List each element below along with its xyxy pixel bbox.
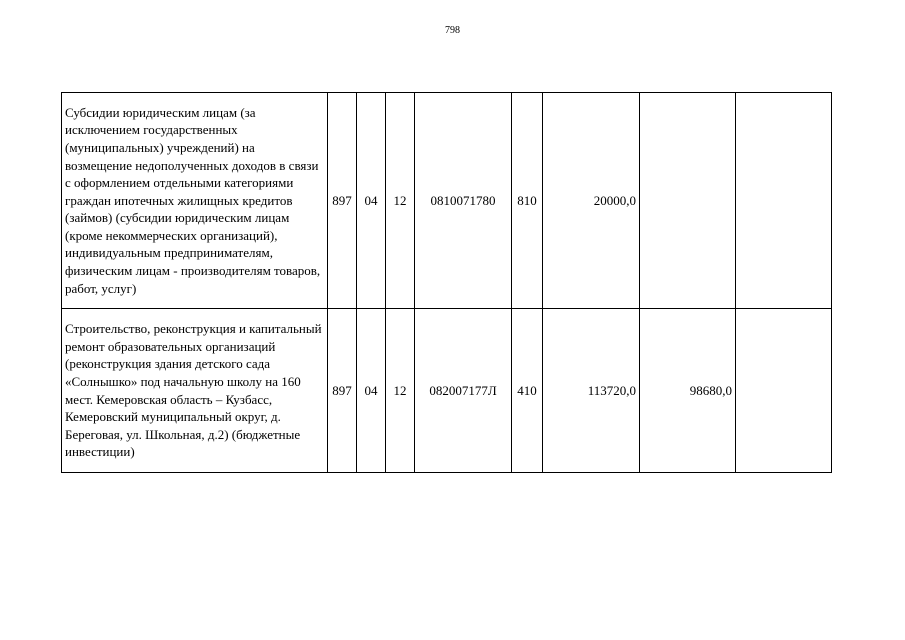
amount-year-3 [736, 93, 832, 309]
amount-year-1: 20000,0 [543, 93, 640, 309]
table-row [62, 309, 832, 473]
section-code: 04 [357, 93, 386, 309]
section-code: 04 [357, 309, 386, 473]
expense-type-code: 810 [512, 93, 543, 309]
row-description: Субсидии юридическим лицам (за исключением государственных (муниципальных) учреждений) на возмещение недополученных доходов в связи с оформлением отдельными категориями граждан ипотечных жилищных кредитов (займов) (субсидии юридическим лицам (кроме некоммерческих организаций), индивидуальным предпринимателям, физическим лицам - производителям товаров, работ, услуг) [62, 93, 328, 309]
subsection-code: 12 [386, 309, 415, 473]
expense-type-code: 410 [512, 309, 543, 473]
amount-year-2 [640, 93, 736, 309]
target-article-code: 0810071780 [415, 93, 512, 309]
row-description: Строительство, реконструкция и капитальный ремонт образовательных организаций (реконструкция здания детского сада «Солнышко» под начальную школу на 160 мест. Кемеровская область – Кузбасс, Кемеровский муниципальный округ, д. Береговая, ул. Школьная, д.2) (бюджетные инвестиции) [62, 309, 328, 473]
subsection-code: 12 [386, 93, 415, 309]
amount-year-1: 113720,0 [543, 309, 640, 473]
ministry-code: 897 [328, 93, 357, 309]
page-number: 798 [445, 25, 460, 36]
budget-table [61, 92, 832, 473]
amount-year-3 [736, 309, 832, 473]
target-article-code: 082007177Л [415, 309, 512, 473]
ministry-code: 897 [328, 309, 357, 473]
table-row [62, 93, 832, 309]
amount-year-2: 98680,0 [640, 309, 736, 473]
